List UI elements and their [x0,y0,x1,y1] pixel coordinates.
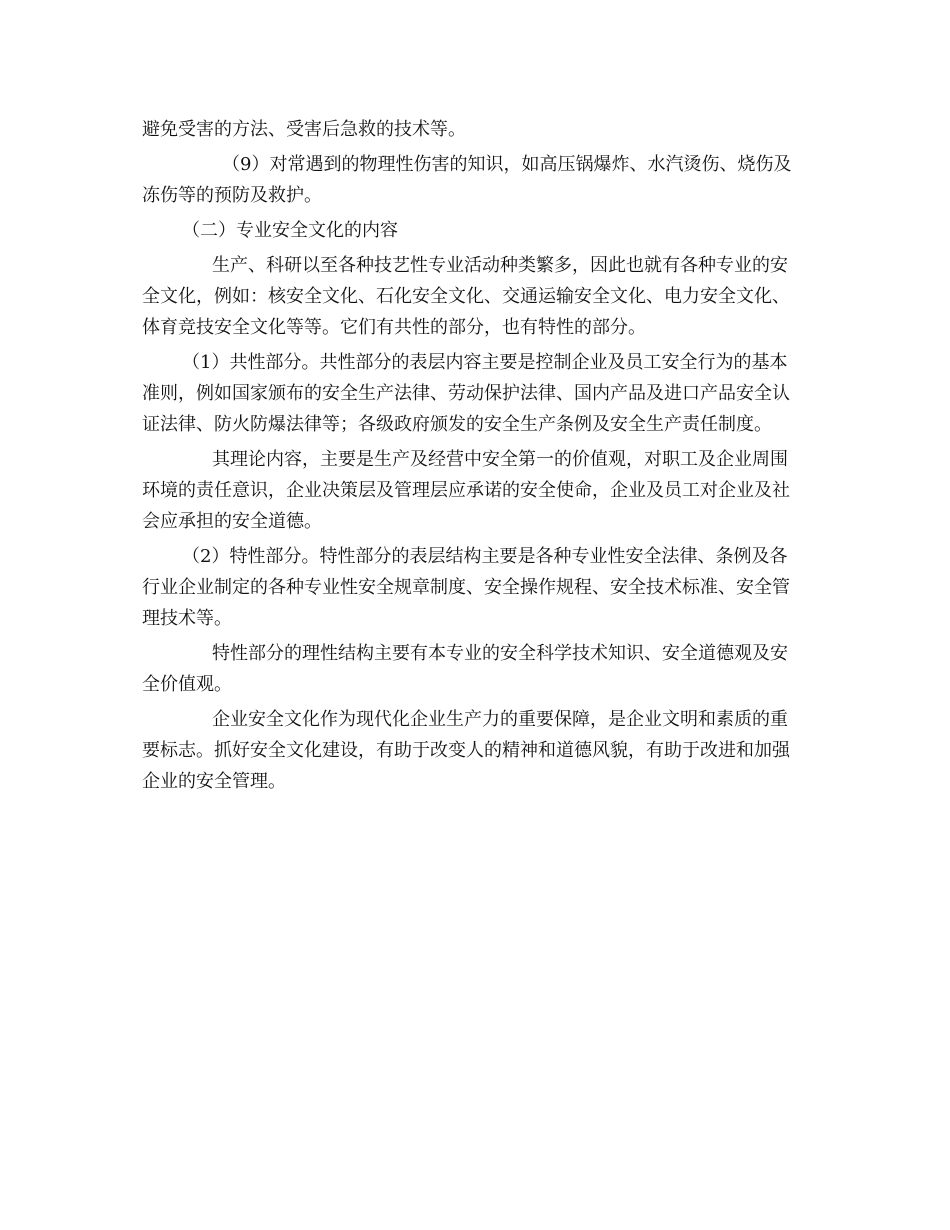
paragraph-line: 冻伤等的预防及救护。 [142,185,322,206]
paragraph-line: 理技术等。 [142,608,232,629]
paragraph-line: 会应承担的安全道德。 [142,511,322,532]
paragraph-line: 全价值观。 [142,674,232,695]
paragraph-line: 行业企业制定的各种专业性安全规章制度、安全操作规程、安全技术标准、安全管 [142,577,790,598]
paragraph-line: 企业的安全管理。 [142,771,286,792]
paragraph-line: 环境的责任意识，企业决策层及管理层应承诺的安全使命，企业及员工对企业及社 [142,480,790,501]
paragraph-line: 要标志。抓好安全文化建设，有助于改变人的精神和道德风貌，有助于改进和加强 [142,740,790,761]
paragraph-line: 准则，例如国家颁布的安全生产法律、劳动保护法律、国内产品及进口产品安全认 [142,383,790,404]
paragraph-line: 生产、科研以至各种技艺性专业活动种类繁多，因此也就有各种专业的安 [212,255,788,276]
paragraph-line: 其理论内容，主要是生产及经营中安全第一的价值观，对职工及企业周围 [212,449,788,470]
paragraph-line: （1）共性部分。共性部分的表层内容主要是控制企业及员工安全行为的基本 [182,352,788,373]
paragraph-line: 全文化，例如：核安全文化、石化安全文化、交通运输安全文化、电力安全文化、 [142,286,790,307]
paragraph-line: （2）特性部分。特性部分的表层结构主要是各种专业性安全法律、条例及各 [182,546,788,567]
paragraph-line: （9）对常遇到的物理性伤害的知识，如高压锅爆炸、水汽烫伤、烧伤及 [222,154,792,175]
document-body [142,114,812,797]
paragraph-line: 避免受害的方法、受害后急救的技术等。 [142,119,466,140]
section-heading: （二）专业安全文化的内容 [182,220,398,241]
paragraph-line: 特性部分的理性结构主要有本专业的安全科学技术知识、安全道德观及安 [212,643,788,664]
paragraph-line: 企业安全文化作为现代化企业生产力的重要保障，是企业文明和素质的重 [212,709,788,730]
paragraph-line: 证法律、防火防爆法律等；各级政府颁发的安全生产条例及安全生产责任制度。 [142,414,772,435]
paragraph-line: 体育竞技安全文化等等。它们有共性的部分，也有特性的部分。 [142,317,646,338]
